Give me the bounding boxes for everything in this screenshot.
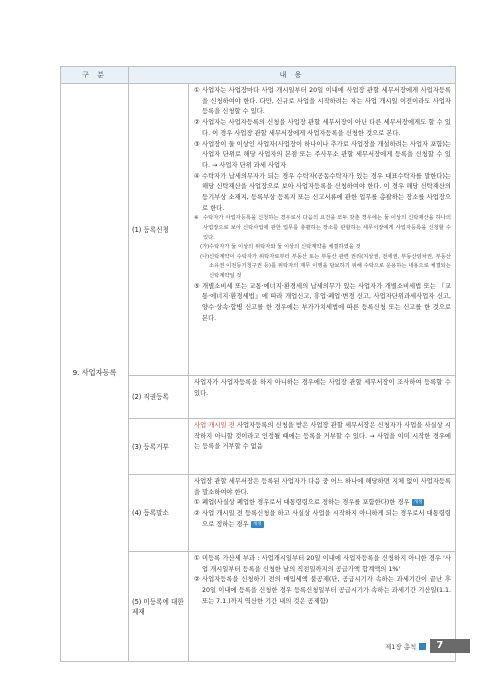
list-item bbox=[194, 140, 451, 172]
list-marker: ① bbox=[194, 87, 200, 94]
note-marker: (가) bbox=[200, 244, 210, 251]
sub-cancellation: (4) 등록말소 bbox=[129, 475, 189, 552]
category-cell: 9. 사업자등록 bbox=[61, 84, 129, 662]
list-item bbox=[194, 118, 451, 139]
list-text: 수탁자가 납세의무자가 되는 경우 수탁자(공동수탁자가 있는 경우 대표수탁자를 말한다)는 해당 신탁재산을 사업장으로 보아 사업자등록을 신청하여야 한다. 이 경우 해당 신탁재산의 등기부상 소재지, 등록부상 등록지 또는 신고서류에 관한 업무를 총괄하는 장소를 사업장으로 한다. bbox=[202, 172, 451, 212]
list-item bbox=[194, 554, 451, 575]
header-content: 내 용 bbox=[129, 67, 456, 84]
list-text: 사업자는 사업장마다 사업 개시일부터 20일 이내에 사업장 관할 세무서장에게 사업자등록을 신청하여야 한다. 다만, 신규로 사업을 시작하려는 자는 사업 개시일 이전이라도 사업자등록을 신청할 수 있다. bbox=[202, 87, 451, 116]
list-text: 사업 개시일 전 등록신청을 하고 사실상 사업을 시작하지 아니하게 되는 경우로서 대통령령으로 정하는 경우 개정 bbox=[202, 510, 451, 528]
list-item bbox=[194, 282, 451, 325]
row-registration bbox=[61, 84, 456, 376]
note-text: 수탁자가 사업자등록을 신청하는 경우로서 다음의 요건을 모두 갖춘 경우에는 둘 이상의 신탁재산을 하나의 사업장으로 보아 신탁사업에 관한 업무를 총괄하는 장소를 관할하는 세무서장에게 사업자등록을 신청할 수 있다. bbox=[203, 215, 451, 241]
list-marker: ① bbox=[194, 555, 200, 562]
list-item bbox=[194, 575, 451, 607]
refusal-text: 사업자등록의 신청을 받은 사업장 관할 세무서장은 신청자가 사업을 사실상 시작하지 아니할 것이라고 인정될 때에는 등록을 거부할 수 있다. → 사업을 이미 시작한 경우에는 등록을 거부할 수 없음 bbox=[194, 422, 452, 451]
sub-refusal: (3) 등록거부 bbox=[129, 419, 189, 475]
list-marker: ④ bbox=[194, 172, 200, 180]
sub-registration: (1) 등록신청 bbox=[129, 84, 189, 376]
list-text: 폐업(사실상 폐업한 경우로서 대통령령으로 정하는 경우를 포함한다)한 경우 개정 bbox=[202, 499, 423, 507]
content-ex-officio: 사업자가 사업자등록을 하지 아니하는 경우에는 사업장 관할 세무서장이 조사하여 등록할 수 있다. bbox=[189, 376, 456, 419]
highlight-text: 사업 개시일 전 bbox=[194, 422, 235, 429]
content-refusal bbox=[189, 419, 456, 475]
sub-ex-officio: (2) 직권등록 bbox=[129, 376, 189, 419]
note-item bbox=[194, 243, 451, 253]
list-marker: ⑤ bbox=[194, 282, 200, 290]
note-marker: (나) bbox=[200, 253, 210, 260]
chapter-label: 제1장 총칙 bbox=[385, 642, 417, 651]
note-text: 신탁계약이 수탁자가 위탁자로부터 부동산 또는 부동산 관련 권리(지상권, 전세권, 부동산임차권, 부동산소유권 이전등기청구권 등)를 위탁자의 재무 이행을 담보하기 위해 수탁으로 운용하는 내용으로 체결되는 신탁계약일 것 bbox=[209, 253, 451, 279]
list-text: 개별소비세 또는 교통·에너지·환경세의 납세의무가 있는 사업자가 개별소비세법 또는 『교통·에너지·환경세법』에 따라 개업신고, 휴업·폐업·변경 신고, 사업자단위과세사업자 신고, 양수·상속·합병 신고를 한 경우에는 부가가치세법에 따른 등록신청 또는 신고를 한 것으로 본다. bbox=[202, 282, 451, 322]
note-item bbox=[194, 253, 451, 282]
list-item bbox=[194, 498, 451, 509]
square-icon bbox=[419, 643, 426, 650]
revised-badge: 개정 bbox=[413, 500, 423, 506]
page-number: 7 bbox=[430, 639, 470, 653]
sub-penalty: (5) 미등록에 대한 제재 bbox=[129, 552, 189, 662]
page-footer bbox=[385, 639, 470, 653]
content-cancellation bbox=[189, 475, 456, 552]
list-text: 미등록 가산세 부과 : 사업개시일부터 20일 이내에 사업자등록을 신청하지 아니한 경우 '사업 개시일부터 등록을 신청한 날의 직전일까지의 공급가액 합계액의 1%' bbox=[202, 555, 451, 573]
list-text: 사업장이 둘 이상인 사업자(사업장이 하나이나 추가로 사업장을 개설하려는 사업자 포함)는 사업자 단위로 해당 사업자의 본점 또는 주사무소 관할 세무서장에게 등록을 신청할 수 있다. → 사업자 단위 과세 사업자 bbox=[202, 140, 451, 169]
list-marker: ③ bbox=[194, 140, 200, 148]
cancellation-intro: 사업장 관할 세무서장은 등록된 사업자가 다음 중 어느 하나에 해당하면 지체 없이 사업자등록을 말소하여야 한다. bbox=[194, 478, 451, 496]
list-marker: ① bbox=[194, 499, 200, 507]
list-marker: ② bbox=[194, 576, 200, 584]
note-item bbox=[194, 214, 451, 243]
list-marker: ② bbox=[194, 510, 200, 518]
content-registration bbox=[189, 84, 456, 376]
header-category: 구 분 bbox=[61, 67, 129, 84]
list-text: 사업자등록을 신청하기 전의 매입세액 불공제(단, 공급시기가 속하는 과세기간이 끝난 후 20일 이내에 등록을 신청한 경우 등록신청일부터 공급시기가 속하는 과세기간 기산일(1.1. 또는 7.1.)까지 역산한 기간 내의 것은 공제함) bbox=[202, 576, 451, 605]
revised-badge: 개정 bbox=[252, 521, 262, 527]
note-text: 수탁자가 둘 이상의 위탁자와 둘 이상의 신탁계약을 체결하였을 것 bbox=[209, 244, 361, 251]
note-marker: ※ bbox=[194, 215, 199, 222]
content-table bbox=[60, 66, 456, 662]
list-marker: ② bbox=[194, 119, 200, 127]
list-item bbox=[194, 172, 451, 215]
list-item bbox=[194, 509, 451, 530]
list-item bbox=[194, 86, 451, 118]
list-text: 사업자는 사업자등록의 신청을 사업장 관할 세무서장이 아닌 다른 세무서장에게도 할 수 있다. 이 경우 사업장 관할 세무서장에게 사업자등록을 신청한 것으로 본다. bbox=[202, 119, 451, 137]
table-header-row bbox=[61, 67, 456, 84]
